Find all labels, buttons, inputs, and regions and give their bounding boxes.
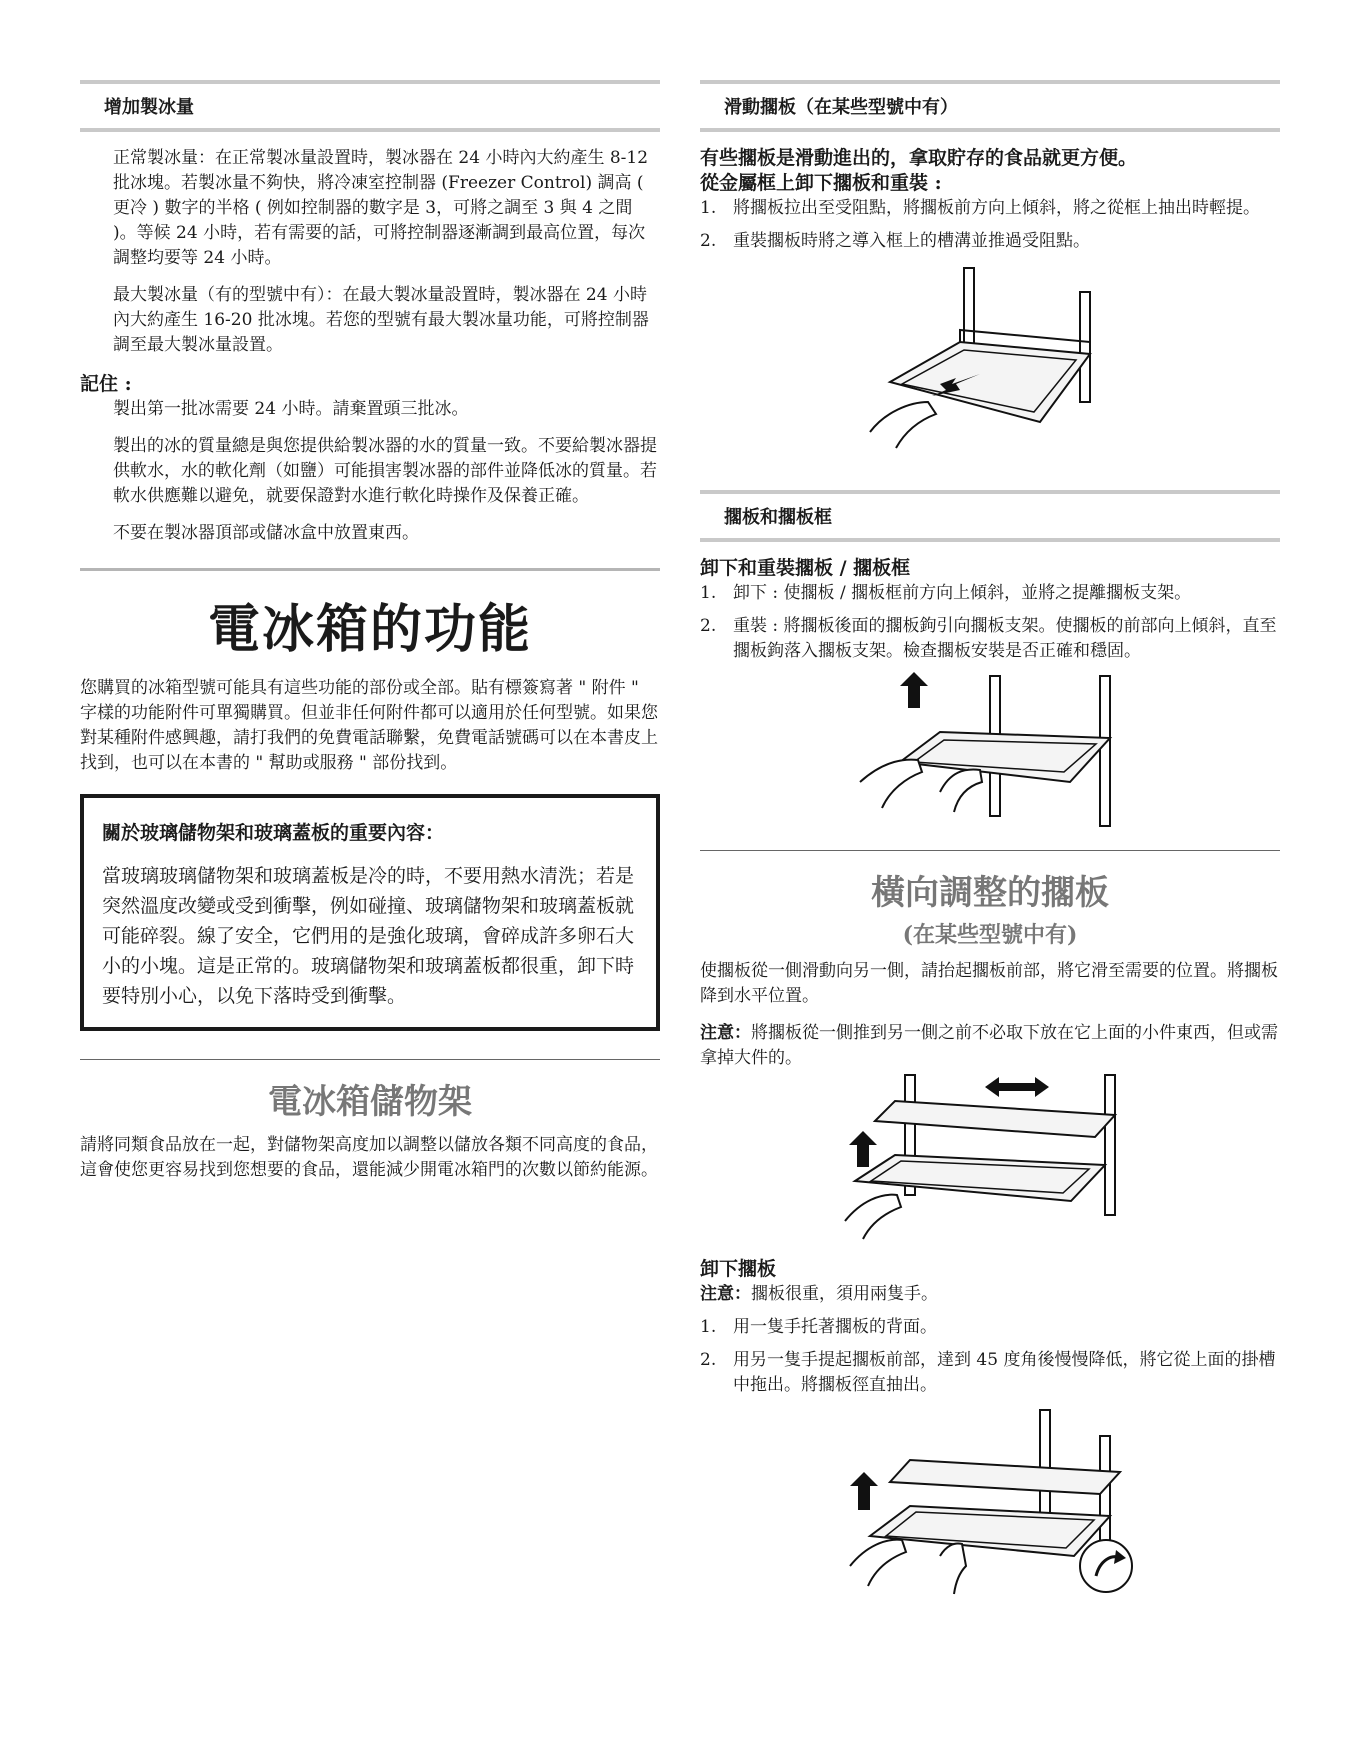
lateral-note: 注意：將擱板從一側推到另一側之前不必取下放在它上面的小件東西，但或需拿掉大件的。 xyxy=(700,1023,1278,1068)
list-item: 1. 用一隻手托著擱板的背面。 xyxy=(700,1317,937,1337)
frame-steps xyxy=(700,581,1280,664)
list-item: 2. 重裝 : 將擱板後面的擱板鉤引向擱板支架。使擱板的前部向上傾斜，直至擱板鉤落入擱板支架。檢查擱板安裝是否正確和穩固。 xyxy=(700,616,1277,661)
sliding-shelf-illustration xyxy=(840,262,1140,462)
frame-subheading: 卸下和重裝擱板 / 擱板框 xyxy=(700,557,911,579)
lateral-title: 橫向調整的擱板 xyxy=(871,873,1109,913)
shelves-title: 電冰箱儲物架 xyxy=(268,1082,472,1122)
left-column xyxy=(80,80,660,1183)
section-divider xyxy=(80,568,660,571)
list-item: 2. 用另一隻手提起擱板前部，達到 45 度角後慢慢降低，將它從上面的掛槽中拖出。將擱板徑直抽出。 xyxy=(700,1350,1276,1395)
list-item: 1. 將擱板拉出至受阻點，將擱板前方向上傾斜，將之從框上抽出時輕提。 xyxy=(700,198,1260,218)
remove-shelf-illustration xyxy=(830,1406,1150,1596)
remember-item-1: 製出第一批冰需要 24 小時。請棄置頭三批冰。 xyxy=(113,399,469,419)
remove-steps xyxy=(700,1315,1280,1398)
section-divider xyxy=(80,1059,660,1060)
glass-warning-title: 關於玻璃儲物架和玻璃蓋板的重要內容： xyxy=(102,822,445,844)
sliding-steps xyxy=(700,196,1280,254)
section-title-shelf-frame: 擱板和擱板框 xyxy=(700,490,1280,542)
remember-heading: 記住 : xyxy=(80,373,132,395)
max-ice-paragraph: 最大製冰量（有的型號中有）：在最大製冰量設置時，製冰器在 24 小時內大約產生 16-20 批冰塊。若您的型號有最大製冰量功能，可將控制器調至最大製冰量設置。 xyxy=(113,285,649,355)
list-item: 2. 重裝擱板時將之導入框上的槽溝並推過受阻點。 xyxy=(700,231,1090,251)
remember-item-3: 不要在製冰器頂部或儲冰盒中放置東西。 xyxy=(113,523,419,543)
shelves-body: 請將同類食品放在一起，對儲物架高度加以調整以儲放各類不同高度的食品，這會使您更容易找到您想要的食品，還能減少開電冰箱門的次數以節約能源。 xyxy=(80,1135,658,1180)
list-item: 1. 卸下 : 使擱板 / 擱板框前方向上傾斜，並將之提離擱板支架。 xyxy=(700,583,1192,603)
section-title-increase-ice: 增加製冰量 xyxy=(80,80,660,132)
shelf-frame-illustration xyxy=(840,672,1140,832)
glass-warning-body: 當玻璃玻璃儲物架和玻璃蓋板是冷的時，不要用熱水清洗；若是突然溫度改變或受到衝擊，例如碰撞、玻璃儲物架和玻璃蓋板就可能碎裂。線了安全，它們用的是強化玻璃，會碎成許多卵石大小的小塊。這是正常的。玻璃儲物架和玻璃蓋板都很重，卸下時要特別小心，以免下落時受到衝擊。 xyxy=(102,865,635,1007)
section-title-sliding-shelf: 滑動擱板（在某些型號中有） xyxy=(700,80,1280,132)
section-divider xyxy=(700,850,1280,851)
features-title: 電冰箱的功能 xyxy=(207,599,532,660)
lateral-subtitle: (在某些型號中有) xyxy=(902,922,1078,948)
lateral-body: 使擱板從一側滑動向另一側，請抬起擱板前部，將它滑至需要的位置。將擱板降到水平位置。 xyxy=(700,961,1278,1006)
remember-item-2: 製出的冰的質量總是與您提供給製冰器的水的質量一致。不要給製冰器提供軟水，水的軟化劑（如鹽）可能損害製冰器的部件並降低冰的質量。若軟水供應難以避免，就要保證對水進行軟化時操作及保養正確。 xyxy=(113,436,657,506)
remove-shelf-heading: 卸下擱板 xyxy=(700,1258,777,1280)
remove-shelf-note: 注意：擱板很重，須用兩隻手。 xyxy=(700,1284,938,1304)
normal-ice-paragraph: 正常製冰量：在正常製冰量設置時，製冰器在 24 小時內大約產生 8-12 批冰塊。若製冰量不夠快，將冷凍室控制器 (Freezer Control) 調高 ( 更冷 ) 數字的半格 ( 例如控制器的數字是 3，可將之調至 3 與 4 之間 )。等候 24 小時，若有需要的話，可將控制器逐漸調到最高位置，每次調整均要等 24 小時。 xyxy=(113,148,649,268)
right-column xyxy=(700,80,1280,1596)
sliding-subheading: 從金屬框上卸下擱板和重裝 : xyxy=(700,172,942,194)
sliding-intro: 有些擱板是滑動進出的，拿取貯存的食品就更方便。 xyxy=(700,147,1138,169)
features-body: 您購買的冰箱型號可能具有這些功能的部份或全部。貼有標簽寫著 " 附件 " 字樣的功能附件可單獨購買。但並非任何附件都可以適用於任何型號。如果您對某種附件感興趣，請打我們的免費電話聯繫，免費電話號碼可以在本書皮上找到，也可以在本書的 " 幫助或服務 " 部份找到。 xyxy=(80,678,658,773)
glass-warning-box xyxy=(80,794,660,1031)
lateral-shelf-illustration xyxy=(835,1071,1145,1241)
